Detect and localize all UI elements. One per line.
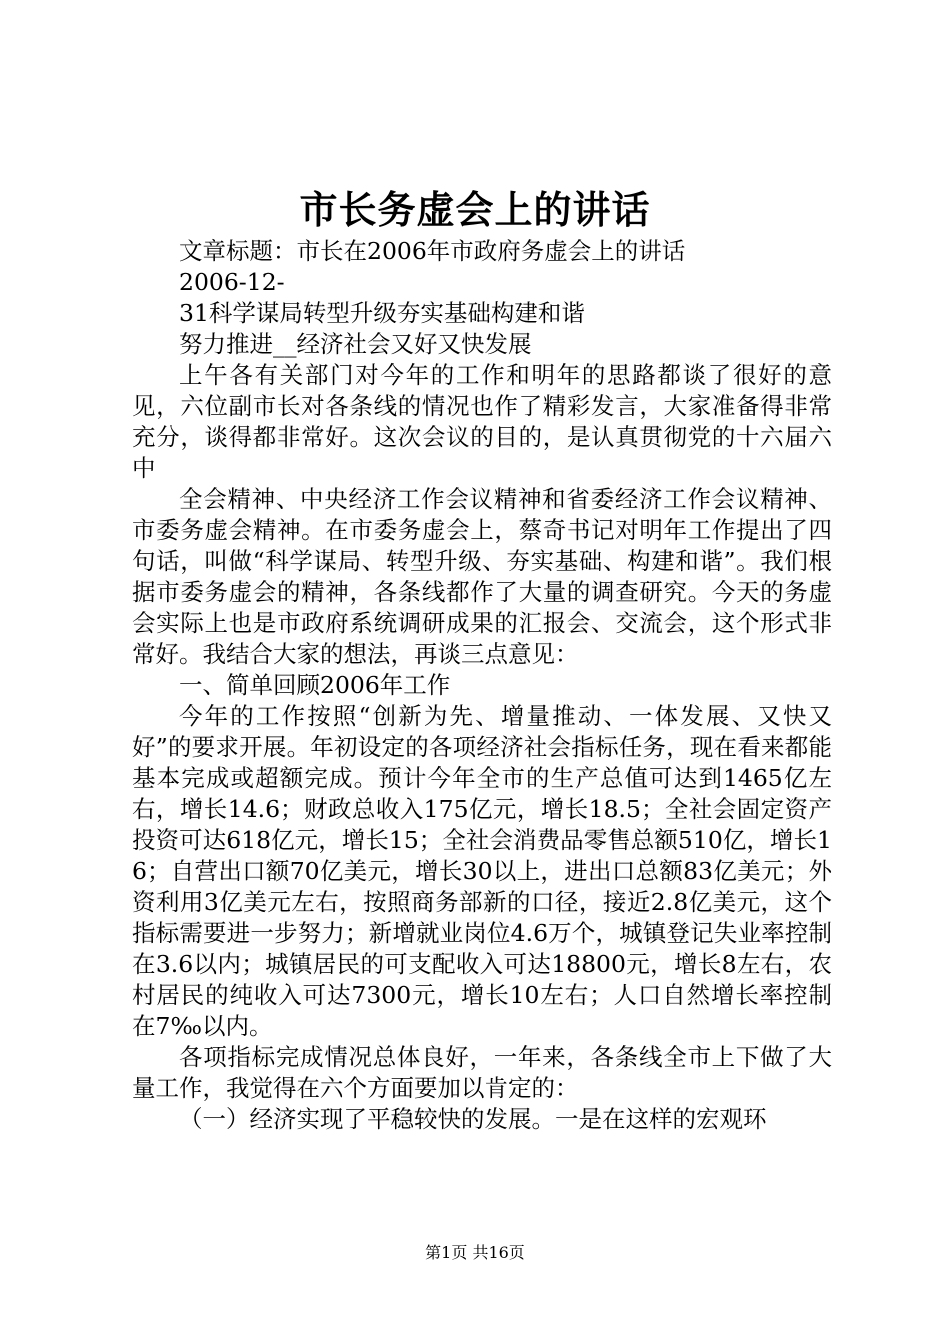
paragraph-article-title: 文章标题：市长在2006年市政府务虚会上的讲话 (179, 237, 686, 265)
paragraph: （一）经济实现了平稳较快的发展。一是在这样的宏观环 (179, 1105, 767, 1133)
paragraph-subtitle-2: 努力推进__经济社会又好又快发展 (179, 330, 532, 358)
section-heading: 一、简单回顾2006年工作 (179, 671, 451, 699)
paragraph-date-line: 2006-12- (179, 268, 285, 296)
document-title: 市长务虚会上的讲话 (299, 187, 651, 232)
page-number-footer: 第1页 共16页 (425, 1243, 525, 1262)
paragraph: 今年的工作按照“创新为先、增量推动、一体发展、又快又好”的要求开展。年初设定的各项经济社会指标任务，现在看来都能基本完成或超额完成。预计今年全市的生产总值可达到1465亿左右，增长14.6；财政总收入175亿元，增长18.5；全社会固定资产投资可达618亿元，增长15；全社会消费品零售总额510亿，增长16；自营出口额70亿美元，增长30以上，进出口总额83亿美元；外资利用3亿美元左右，按照商务部新的口径，接近2.8亿美元，这个指标需要进一步努力；新增就业岗位4.6万个，城镇登记失业率控制在3.6以内；城镇居民的可支配收入可达18800元，增长8左右，农村居民的纯收入可达7300元，增长10左右；人口自然增长率控制在7‰以内。 (132, 702, 832, 1040)
paragraph: 上午各有关部门对今年的工作和明年的思路都谈了很好的意见，六位副市长对各条线的情况也作了精彩发言，大家准备得非常充分，谈得都非常好。这次会议的目的，是认真贯彻党的十六届六中 (132, 361, 832, 482)
paragraph: 各项指标完成情况总体良好，一年来，各条线全市上下做了大量工作，我觉得在六个方面要加以肯定的： (132, 1043, 832, 1102)
document-body (132, 236, 832, 1135)
paragraph: 全会精神、中央经济工作会议精神和省委经济工作会议精神、市委务虚会精神。在市委务虚会上，蔡奇书记对明年工作提出了四句话，叫做“科学谋局、转型升级、夯实基础、构建和谐”。我们根据市委务虚会的精神，各条线都作了大量的调查研究。今天的务虚会实际上也是市政府系统调研成果的汇报会、交流会，这个形式非常好。我结合大家的想法，再谈三点意见： (132, 485, 832, 668)
paragraph-subtitle-1: 31科学谋局转型升级夯实基础构建和谐 (179, 299, 585, 327)
